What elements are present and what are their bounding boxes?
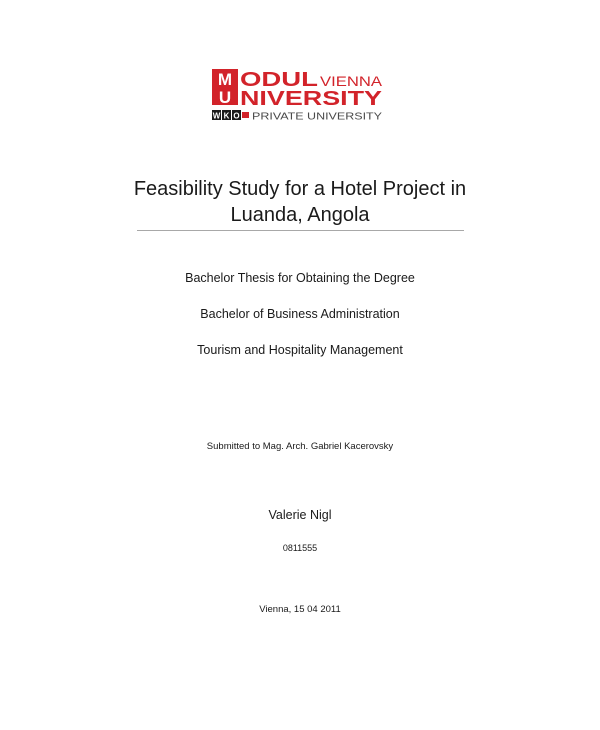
- degree-line-1: Bachelor Thesis for Obtaining the Degree: [185, 271, 415, 285]
- logo-mark-m: M: [217, 70, 233, 89]
- student-id: 0811555: [282, 543, 318, 553]
- title-divider: [137, 230, 464, 231]
- degree-line-2: Bachelor of Business Administration: [200, 307, 400, 321]
- logo-badge-w: W: [212, 111, 221, 121]
- logo-city: VIENNA: [320, 73, 383, 89]
- logo-word-odul: ODUL: [240, 69, 318, 91]
- thesis-title-line-2: Luanda, Angola: [230, 204, 370, 226]
- submission-date: Vienna, 15 04 2011: [259, 604, 341, 615]
- logo-badge-o: O: [233, 111, 240, 121]
- thesis-title-line-1: Feasibility Study for a Hotel Project in: [133, 178, 467, 200]
- logo-word-niversity: NIVERSITY: [240, 88, 383, 110]
- logo-badge-flag: [242, 112, 249, 118]
- logo-mark-u: U: [218, 88, 232, 107]
- university-logo: [212, 69, 384, 123]
- logo-badge-k: K: [223, 111, 230, 121]
- submitted-to: Submitted to Mag. Arch. Gabriel Kacerovsky: [206, 441, 394, 452]
- degree-line-3: Tourism and Hospitality Management: [197, 343, 403, 357]
- author-name: Valerie Nigl: [268, 508, 332, 522]
- logo-tagline: PRIVATE UNIVERSITY: [252, 110, 382, 123]
